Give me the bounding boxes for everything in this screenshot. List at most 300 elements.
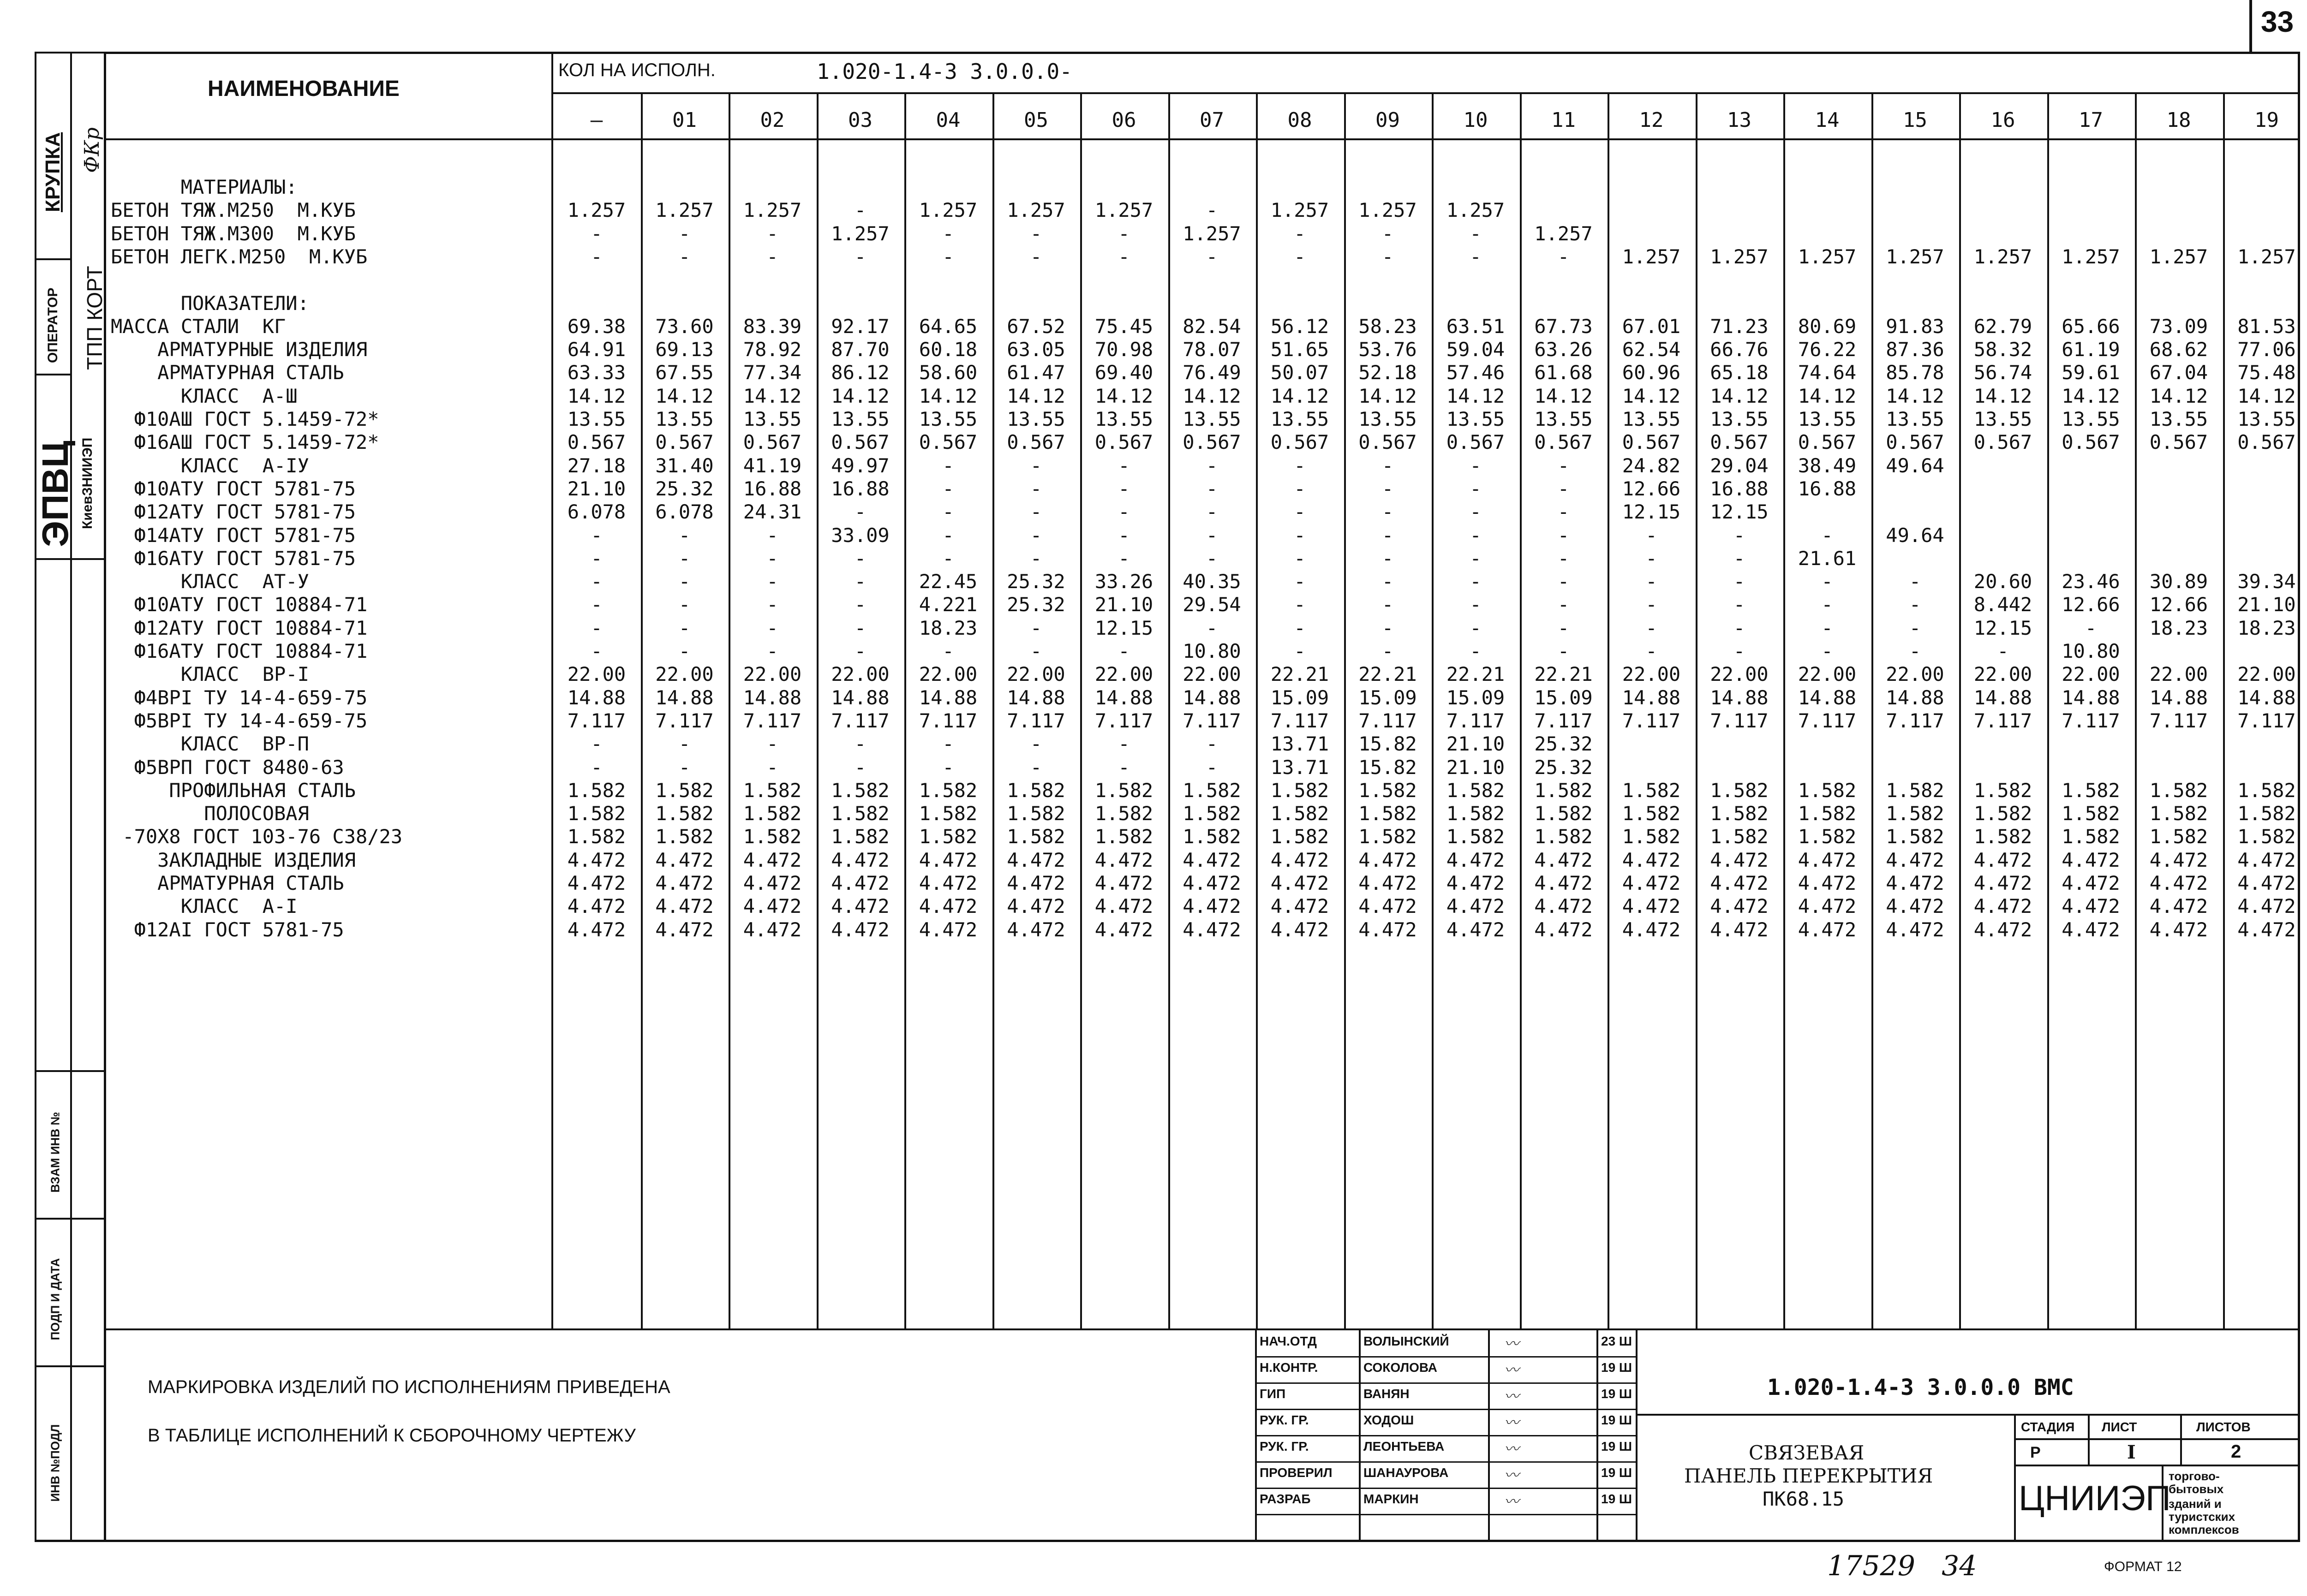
signer-role: Н.КОНТР. xyxy=(1260,1360,1318,1375)
table-cell: 56.12 xyxy=(1270,315,1329,338)
table-cell: 0.567 xyxy=(1446,431,1505,454)
table-cell: 4.472 xyxy=(831,872,890,894)
table-cell: 51.65 xyxy=(1270,338,1329,361)
table-cell: 1.582 xyxy=(567,825,626,848)
table-cell: - xyxy=(1118,547,1130,570)
signer-name: ЛЕОНТЬЕВА xyxy=(1363,1439,1445,1453)
table-cell: - xyxy=(942,454,954,477)
table-cell: - xyxy=(1118,524,1130,547)
table-cell: - xyxy=(1557,454,1570,477)
table-cell: - xyxy=(1206,732,1218,756)
table-cell: 1.582 xyxy=(831,825,890,848)
table-cell: 1.582 xyxy=(919,802,978,825)
table-cell: 7.117 xyxy=(2062,709,2120,732)
table-cell: 0.567 xyxy=(567,431,626,454)
table-cell: 4.472 xyxy=(1710,872,1769,894)
table-cell: 1.582 xyxy=(2237,802,2296,825)
table-cell: 4.472 xyxy=(919,848,978,871)
signature: 〰 xyxy=(1504,1440,1519,1458)
table-cell: 49.97 xyxy=(831,454,890,477)
table-cell: 86.12 xyxy=(831,361,890,384)
title-line-2: ПАНЕЛЬ ПЕРЕКРЫТИЯ xyxy=(1684,1465,1933,1487)
table-cell: 1.582 xyxy=(743,779,802,802)
table-cell: 1.582 xyxy=(2149,802,2208,825)
row-label: ПОЛОСОВАЯ xyxy=(111,802,309,825)
table-cell: 14.12 xyxy=(2237,384,2296,407)
table-cell: 12.66 xyxy=(1622,477,1681,500)
table-cell: 1.257 xyxy=(919,199,978,222)
table-cell: 82.54 xyxy=(1183,315,1241,338)
table-cell: 29.54 xyxy=(1183,593,1241,616)
table-cell: - xyxy=(854,500,867,524)
margin-krupka: КРУПКА xyxy=(42,132,64,212)
table-cell: - xyxy=(1909,593,1921,616)
table-cell: 4.472 xyxy=(567,848,626,871)
table-cell: - xyxy=(678,732,691,756)
margin-kievzniiep: КиевЗНИИЭП xyxy=(80,437,95,529)
column-header-17: 17 xyxy=(2079,108,2103,132)
table-cell: - xyxy=(1557,593,1570,616)
table-cell: - xyxy=(1381,245,1394,268)
table-cell: 0.567 xyxy=(1358,431,1417,454)
table-cell: 13.55 xyxy=(919,408,978,430)
table-cell: 4.472 xyxy=(919,872,978,894)
table-cell: 66.76 xyxy=(1710,338,1769,361)
table-cell: 0.567 xyxy=(1710,431,1769,454)
table-cell: 1.582 xyxy=(743,825,802,848)
table-cell: 4.472 xyxy=(1798,895,1857,918)
table-cell: 0.567 xyxy=(1094,431,1154,454)
table-cell: 22.00 xyxy=(1973,663,2032,686)
table-cell: 13.55 xyxy=(1270,408,1329,430)
column-header-13: 13 xyxy=(1727,108,1751,132)
table-cell: 14.88 xyxy=(1798,686,1857,709)
table-cell: 1.257 xyxy=(1094,199,1154,222)
table-cell: - xyxy=(1030,547,1042,570)
table-cell: 1.582 xyxy=(655,802,714,825)
table-cell: 1.257 xyxy=(2237,245,2296,268)
table-cell: 4.472 xyxy=(2062,918,2120,941)
table-cell: 14.12 xyxy=(1183,384,1241,407)
table-cell: 78.92 xyxy=(743,338,802,361)
table-cell: 1.582 xyxy=(1094,825,1154,848)
table-cell: 4.472 xyxy=(743,848,802,871)
table-cell: 4.472 xyxy=(1270,918,1329,941)
table-cell: 4.472 xyxy=(1007,895,1065,918)
margin-podp-data: ПОДП И ДАТА xyxy=(48,1258,62,1340)
table-cell: 21.10 xyxy=(1446,732,1505,756)
table-cell: - xyxy=(1470,570,1482,593)
format-label: ФОРМАТ 12 xyxy=(2104,1559,2182,1574)
table-cell: 85.78 xyxy=(1886,361,1944,384)
table-cell: 4.472 xyxy=(1183,918,1241,941)
row-label: Ф10АТУ ГОСТ 5781-75 xyxy=(111,477,356,500)
table-cell: 21.61 xyxy=(1798,547,1857,570)
table-cell: 80.69 xyxy=(1798,315,1857,338)
table-cell: 4.472 xyxy=(1446,918,1505,941)
table-cell: 4.472 xyxy=(1358,848,1417,871)
table-cell: 4.472 xyxy=(655,918,714,941)
signer-name: МАРКИН xyxy=(1363,1492,1419,1506)
row-label: КЛАСС А-Ш xyxy=(111,384,298,407)
table-cell: 13.55 xyxy=(1446,408,1505,430)
table-cell: 1.582 xyxy=(1358,825,1417,848)
column-header-4: 04 xyxy=(936,108,961,132)
sheet-value: I xyxy=(2127,1441,2136,1463)
doc-code: 1.020-1.4-3 3.0.0.0 ВМС xyxy=(1767,1375,2074,1400)
table-cell: 15.09 xyxy=(1446,686,1505,709)
table-cell: 7.117 xyxy=(1007,709,1065,732)
table-cell: 53.76 xyxy=(1358,338,1417,361)
table-cell: 25.32 xyxy=(1007,570,1065,593)
table-cell: 0.567 xyxy=(2062,431,2120,454)
table-cell: - xyxy=(2085,616,2097,639)
table-cell: 7.117 xyxy=(919,709,978,732)
table-cell: - xyxy=(1733,593,1745,616)
table-cell: 14.88 xyxy=(2237,686,2296,709)
signature: 〰 xyxy=(1504,1335,1519,1352)
row-label: Ф10АШ ГОСТ 5.1459-72* xyxy=(111,408,379,430)
signature: 〰 xyxy=(1504,1493,1519,1510)
table-cell: 1.257 xyxy=(1534,222,1593,245)
table-cell: - xyxy=(854,245,867,268)
table-cell: 14.88 xyxy=(567,686,626,709)
table-cell: 16.88 xyxy=(1798,477,1857,500)
table-cell: 1.257 xyxy=(1358,199,1417,222)
table-cell: 56.74 xyxy=(1973,361,2032,384)
table-cell: - xyxy=(942,640,954,662)
table-cell: 12.15 xyxy=(1094,616,1154,639)
table-cell: 0.567 xyxy=(2237,431,2296,454)
table-cell: 1.582 xyxy=(655,825,714,848)
table-cell: 69.38 xyxy=(567,315,626,338)
table-cell: 1.582 xyxy=(567,802,626,825)
table-cell: 4.472 xyxy=(1446,872,1505,894)
table-cell: 22.00 xyxy=(1798,663,1857,686)
table-cell: - xyxy=(1733,640,1745,662)
row-label: МАТЕРИАЛЫ: xyxy=(111,176,298,198)
table-cell: 1.257 xyxy=(831,222,890,245)
page-number: 33 xyxy=(2261,5,2294,38)
table-cell: - xyxy=(766,593,778,616)
table-cell: 7.117 xyxy=(1973,709,2032,732)
table-cell: 22.00 xyxy=(1007,663,1065,686)
org-sub-1: торгово- xyxy=(2169,1469,2220,1483)
table-cell: 1.582 xyxy=(1007,779,1065,802)
table-cell: 4.472 xyxy=(919,918,978,941)
table-cell: - xyxy=(766,616,778,639)
qty-label: КОЛ НА ИСПОЛН. xyxy=(558,60,716,80)
table-cell: 4.472 xyxy=(1534,848,1593,871)
table-cell: 6.078 xyxy=(655,500,714,524)
table-cell: 59.04 xyxy=(1446,338,1505,361)
table-cell: 4.472 xyxy=(1534,918,1593,941)
table-cell: 1.582 xyxy=(1446,825,1505,848)
table-cell: 7.117 xyxy=(1798,709,1857,732)
table-cell: 14.88 xyxy=(1622,686,1681,709)
row-label: АРМАТУРНЫЕ ИЗДЕЛИЯ xyxy=(111,338,368,361)
table-cell: 4.472 xyxy=(1007,848,1065,871)
title-line-1: СВЯЗЕВАЯ xyxy=(1749,1441,1865,1464)
row-label: ПРОФИЛЬНАЯ СТАЛЬ xyxy=(111,779,356,802)
table-cell: - xyxy=(1997,640,2009,662)
table-cell: - xyxy=(1381,616,1394,639)
table-cell: - xyxy=(1470,245,1482,268)
table-cell: 13.55 xyxy=(655,408,714,430)
signer-role: РУК. ГР. xyxy=(1260,1413,1309,1427)
table-cell: - xyxy=(1118,732,1130,756)
table-cell: 22.00 xyxy=(831,663,890,686)
table-cell: 1.582 xyxy=(1798,825,1857,848)
table-cell: - xyxy=(678,245,691,268)
table-cell: 1.582 xyxy=(2062,825,2120,848)
table-cell: 21.10 xyxy=(1446,756,1505,779)
table-cell: 13.55 xyxy=(1358,408,1417,430)
table-cell: 14.12 xyxy=(1973,384,2032,407)
table-cell: 7.117 xyxy=(1710,709,1769,732)
table-cell: 13.55 xyxy=(1973,408,2032,430)
table-cell: 14.12 xyxy=(1534,384,1593,407)
table-cell: - xyxy=(1206,454,1218,477)
table-cell: 22.21 xyxy=(1270,663,1329,686)
signer-date: 19 Ш xyxy=(1601,1465,1632,1480)
table-cell: - xyxy=(591,616,603,639)
table-cell: 13.55 xyxy=(2237,408,2296,430)
table-cell: 13.55 xyxy=(1710,408,1769,430)
table-cell: - xyxy=(1909,570,1921,593)
table-cell: 58.23 xyxy=(1358,315,1417,338)
table-cell: 15.82 xyxy=(1358,732,1417,756)
table-cell: 22.00 xyxy=(1710,663,1769,686)
table-cell: 14.12 xyxy=(919,384,978,407)
table-cell: 14.12 xyxy=(2062,384,2120,407)
table-cell: 1.582 xyxy=(2237,779,2296,802)
table-cell: - xyxy=(1381,477,1394,500)
table-cell: 4.472 xyxy=(1358,895,1417,918)
table-cell: - xyxy=(1118,454,1130,477)
table-cell: - xyxy=(1030,524,1042,547)
table-cell: - xyxy=(854,593,867,616)
table-cell: 77.34 xyxy=(743,361,802,384)
table-cell: 10.80 xyxy=(2062,640,2120,662)
table-cell: 0.567 xyxy=(2149,431,2208,454)
table-cell: - xyxy=(678,756,691,779)
row-label: Ф5ВРI ТУ 14-4-659-75 xyxy=(111,709,368,732)
table-cell: 14.88 xyxy=(743,686,802,709)
table-cell: 4.472 xyxy=(1094,872,1154,894)
table-cell: 74.64 xyxy=(1798,361,1857,384)
table-cell: 1.257 xyxy=(1183,222,1241,245)
table-cell: - xyxy=(766,547,778,570)
table-cell: - xyxy=(1030,640,1042,662)
table-cell: 70.98 xyxy=(1094,338,1154,361)
table-cell: 62.79 xyxy=(1973,315,2032,338)
table-cell: 1.582 xyxy=(1798,802,1857,825)
table-cell: - xyxy=(591,756,603,779)
table-cell: 1.582 xyxy=(1798,779,1857,802)
table-cell: 12.66 xyxy=(2062,593,2120,616)
table-cell: 58.32 xyxy=(1973,338,2032,361)
table-cell: 4.472 xyxy=(2062,895,2120,918)
table-cell: 12.15 xyxy=(1973,616,2032,639)
table-cell: - xyxy=(1030,222,1042,245)
row-label: КЛАСС А-I xyxy=(111,895,298,918)
column-header-10: 10 xyxy=(1463,108,1488,132)
table-cell: 14.12 xyxy=(1710,384,1769,407)
table-cell: - xyxy=(1470,454,1482,477)
table-cell: 1.257 xyxy=(1798,245,1857,268)
table-cell: 0.567 xyxy=(743,431,802,454)
signer-role: РАЗРАБ xyxy=(1260,1492,1311,1506)
table-cell: 14.88 xyxy=(1094,686,1154,709)
table-cell: - xyxy=(1381,593,1394,616)
title-line-3: ПК68.15 xyxy=(1763,1488,1845,1510)
table-cell: 76.22 xyxy=(1798,338,1857,361)
table-cell: 58.60 xyxy=(919,361,978,384)
table-cell: 24.31 xyxy=(743,500,802,524)
row-label: БЕТОН ЛЕГК.М250 М.КУБ xyxy=(111,245,368,268)
signer-date: 19 Ш xyxy=(1601,1439,1632,1453)
table-cell: 1.257 xyxy=(2149,245,2208,268)
table-cell: - xyxy=(766,732,778,756)
table-cell: 4.472 xyxy=(1094,848,1154,871)
table-cell: 1.257 xyxy=(1973,245,2032,268)
stage-value: Р xyxy=(2030,1444,2041,1461)
table-cell: - xyxy=(1557,477,1570,500)
table-cell: 4.472 xyxy=(2062,848,2120,871)
row-label: Ф16АТУ ГОСТ 5781-75 xyxy=(111,547,356,570)
row-label: КЛАСС ВР-I xyxy=(111,663,309,686)
table-cell: - xyxy=(1206,199,1218,222)
table-cell: 4.472 xyxy=(831,895,890,918)
table-cell: - xyxy=(1381,547,1394,570)
table-cell: - xyxy=(854,547,867,570)
table-cell: 1.582 xyxy=(1007,802,1065,825)
table-cell: 7.117 xyxy=(743,709,802,732)
table-cell: 12.66 xyxy=(2149,593,2208,616)
table-cell: 1.582 xyxy=(2149,825,2208,848)
table-cell: - xyxy=(1470,524,1482,547)
table-cell: - xyxy=(678,547,691,570)
table-cell: 4.472 xyxy=(1798,872,1857,894)
table-cell: 4.472 xyxy=(1094,895,1154,918)
signature: 〰 xyxy=(1504,1361,1519,1379)
table-cell: 14.12 xyxy=(567,384,626,407)
table-cell: 1.582 xyxy=(1270,825,1329,848)
signature: 〰 xyxy=(1504,1414,1519,1431)
margin-signature: ФКр xyxy=(80,127,104,173)
row-label: ЗАКЛАДНЫЕ ИЗДЕЛИЯ xyxy=(111,848,356,871)
table-cell: - xyxy=(1118,756,1130,779)
table-cell: - xyxy=(1645,640,1657,662)
table-cell: 30.89 xyxy=(2149,570,2208,593)
table-cell: - xyxy=(1381,640,1394,662)
table-cell: - xyxy=(678,616,691,639)
sheets-label: ЛИСТОВ xyxy=(2196,1420,2251,1434)
table-cell: - xyxy=(1381,222,1394,245)
table-cell: 1.582 xyxy=(2237,825,2296,848)
designation: 1.020-1.4-3 3.0.0.0- xyxy=(817,59,1072,84)
table-cell: 92.17 xyxy=(831,315,890,338)
table-cell: 49.64 xyxy=(1886,454,1944,477)
table-cell: 12.15 xyxy=(1622,500,1681,524)
signer-role: НАЧ.ОТД xyxy=(1260,1334,1317,1348)
table-cell: 1.582 xyxy=(1534,779,1593,802)
table-cell: - xyxy=(1030,477,1042,500)
signature: 〰 xyxy=(1504,1466,1519,1484)
table-cell: 25.32 xyxy=(655,477,714,500)
table-cell: 4.221 xyxy=(919,593,978,616)
table-cell: 22.00 xyxy=(1094,663,1154,686)
table-cell: 4.472 xyxy=(1798,918,1857,941)
table-cell: 13.55 xyxy=(567,408,626,430)
table-cell: 4.472 xyxy=(1270,895,1329,918)
table-cell: 4.472 xyxy=(743,895,802,918)
table-cell: 7.117 xyxy=(2149,709,2208,732)
table-cell: 4.472 xyxy=(1886,918,1944,941)
table-cell: 14.88 xyxy=(2149,686,2208,709)
table-cell: - xyxy=(1557,616,1570,639)
table-cell: - xyxy=(1470,500,1482,524)
row-label: Ф5ВРП ГОСТ 8480-63 xyxy=(111,756,344,779)
table-cell: 1.582 xyxy=(1886,802,1944,825)
table-cell: - xyxy=(1470,477,1482,500)
table-cell: 57.46 xyxy=(1446,361,1505,384)
table-cell: - xyxy=(1206,245,1218,268)
table-cell: 29.04 xyxy=(1710,454,1769,477)
table-cell: 14.88 xyxy=(1183,686,1241,709)
table-cell: - xyxy=(1733,547,1745,570)
table-cell: 7.117 xyxy=(1094,709,1154,732)
table-cell: 14.12 xyxy=(1798,384,1857,407)
table-cell: 22.00 xyxy=(567,663,626,686)
table-cell: 1.582 xyxy=(1622,825,1681,848)
table-cell: 21.10 xyxy=(1094,593,1154,616)
row-label: БЕТОН ТЯЖ.М300 М.КУБ xyxy=(111,222,356,245)
margin-tpp-kort: ТПП КОРТ xyxy=(83,266,107,370)
table-cell: 0.567 xyxy=(831,431,890,454)
table-cell: 87.36 xyxy=(1886,338,1944,361)
table-cell: 10.80 xyxy=(1183,640,1241,662)
table-cell: - xyxy=(942,500,954,524)
table-cell: - xyxy=(1294,454,1306,477)
signer-date: 19 Ш xyxy=(1601,1413,1632,1427)
table-cell: 1.582 xyxy=(567,779,626,802)
table-cell: 1.582 xyxy=(1007,825,1065,848)
table-cell: - xyxy=(1821,640,1833,662)
table-cell: - xyxy=(942,756,954,779)
table-cell: 1.582 xyxy=(1886,779,1944,802)
table-cell: - xyxy=(766,756,778,779)
table-cell: 77.06 xyxy=(2237,338,2296,361)
signer-date: 19 Ш xyxy=(1601,1387,1632,1401)
row-label: Ф12АТУ ГОСТ 5781-75 xyxy=(111,500,356,524)
table-cell: - xyxy=(1294,500,1306,524)
table-cell: - xyxy=(1118,222,1130,245)
table-cell: 13.55 xyxy=(1094,408,1154,430)
table-cell: 16.88 xyxy=(1710,477,1769,500)
table-cell: 14.12 xyxy=(1446,384,1505,407)
table-cell: 22.00 xyxy=(655,663,714,686)
table-cell: 15.82 xyxy=(1358,756,1417,779)
column-header-3: 03 xyxy=(848,108,873,132)
table-cell: 13.55 xyxy=(743,408,802,430)
table-cell: 0.567 xyxy=(1534,431,1593,454)
table-cell: - xyxy=(1470,547,1482,570)
column-header-5: 05 xyxy=(1024,108,1048,132)
table-cell: 1.582 xyxy=(1973,779,2032,802)
table-cell: 21.10 xyxy=(2237,593,2296,616)
